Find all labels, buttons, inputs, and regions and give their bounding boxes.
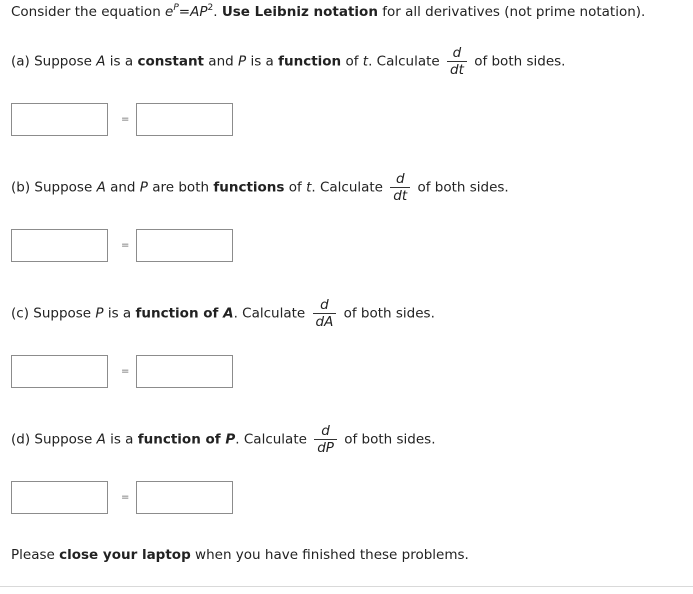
derivative-operator-c: $\frac{d}{dA}$ <box>313 297 337 330</box>
answer-c-left-input[interactable] <box>11 355 108 388</box>
answer-d-right-input[interactable] <box>136 481 233 514</box>
question-c: (c) Suppose P is a function of A. Calculate $\frac{d}{dA}$ of both sides. <box>11 297 435 330</box>
equals-sign: = <box>121 240 130 251</box>
equals-sign: = <box>121 114 130 125</box>
derivative-operator-b: $\frac{d}{dt}$ <box>390 171 410 204</box>
answer-a-right-input[interactable] <box>136 103 233 136</box>
question-b: (b) Suppose A and P are both functions of t. Calculate $\frac{d}{dt}$ of both sides. <box>11 171 509 204</box>
intro-text: Consider the equation $e^P=AP^2$. Use Leibniz notation for all derivatives (not prime notation). <box>11 3 646 20</box>
equals-sign: = <box>121 366 130 377</box>
answer-b-right-input[interactable] <box>136 229 233 262</box>
answer-d-left-input[interactable] <box>11 481 108 514</box>
question-d: (d) Suppose A is a function of P. Calculate $\frac{d}{dP}$ of both sides. <box>11 423 436 456</box>
answer-a-left-input[interactable] <box>11 103 108 136</box>
answer-c-right-input[interactable] <box>136 355 233 388</box>
derivative-operator-d: $\frac{d}{dP}$ <box>314 423 337 456</box>
question-a: (a) Suppose A is a constant and P is a function of t. Calculate $\frac{d}{dt}$ of both sides. <box>11 45 566 78</box>
bottom-divider <box>0 586 693 587</box>
footer-instruction: Please close your laptop when you have finished these problems. <box>11 547 469 563</box>
derivative-operator-a: $\frac{d}{dt}$ <box>447 45 467 78</box>
answer-b-left-input[interactable] <box>11 229 108 262</box>
equals-sign: = <box>121 492 130 503</box>
